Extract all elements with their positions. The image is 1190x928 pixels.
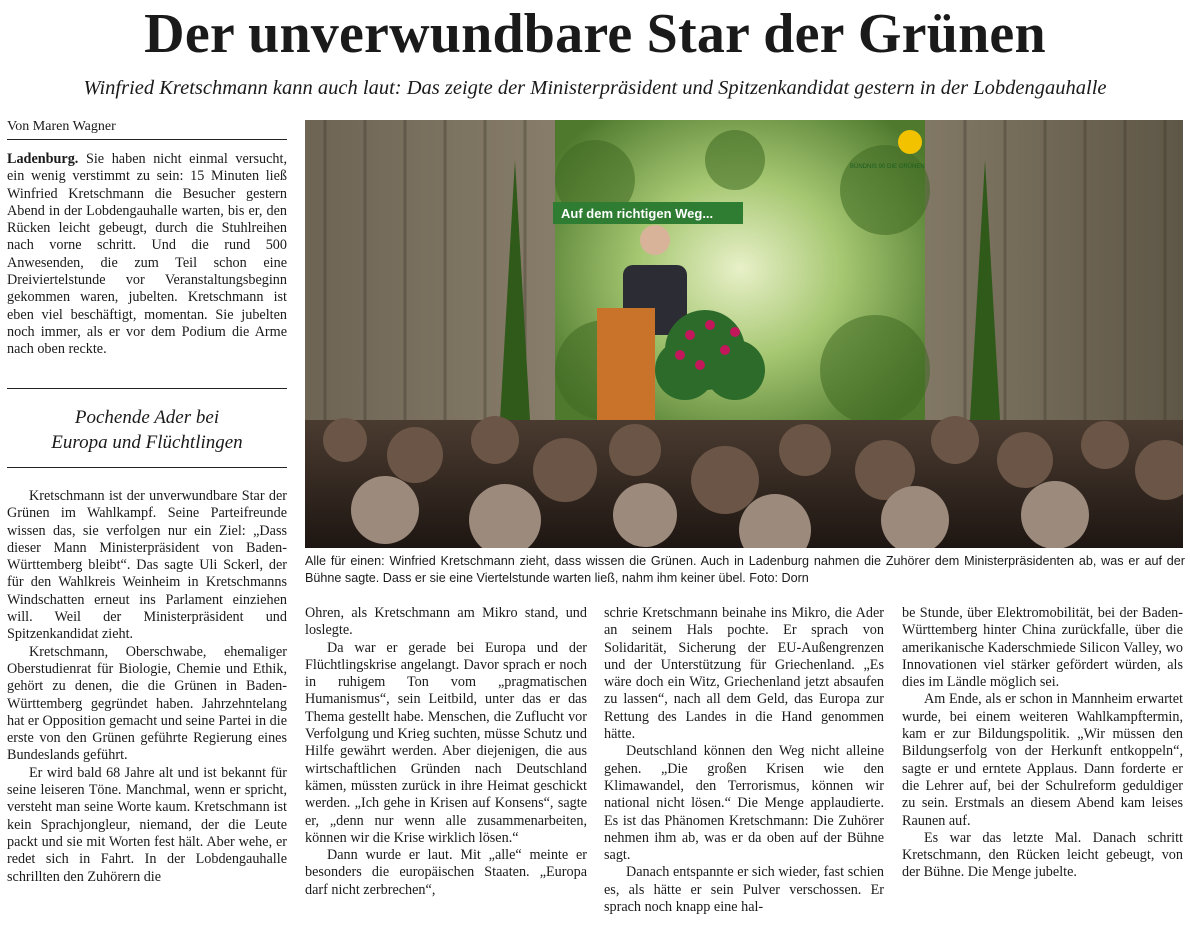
paragraph: Da war er gerade bei Europa und der Flüchtlingskrise angelangt. Davor sprach er noch in ruhigem Ton vom „pragmatischen Humanismus“, sein Leitbild, unter das er das Thema gestellt habe. Menschen, die Zuflucht vor Verfolgung und Krieg suchten, müsse Schutz und Hilfe gewährt werden. Aber diejenigen, die aus wirtschaftlichen Gründen nach Deutschland kämen, müssten zurück in ihre Heimat geschickt werden. „Ich gehe in Krisen auf Konsens“, sagte er, „denn nur wenn alle zusammenarbeiten, können wir die Krise wirklich lösen.“ — [305, 639, 587, 846]
lead-column — [7, 151, 287, 359]
headline: Der unverwundbare Star der Grünen — [144, 3, 1046, 65]
rule-top — [7, 388, 287, 389]
photo-caption: Alle für einen: Winfried Kretschmann zieht, dass wissen die Grünen. Auch in Ladenburg nahmen die Zuhörer dem Ministerpräsidenten ab, was er auf der Bühne sagte. Dass er sie eine Viertelstunde warten ließ, nahm ihm keiner übel. Foto: Dorn — [305, 554, 1185, 585]
paragraph: Danach entspannte er sich wieder, fast schien es, als hätte er sein Pulver verschossen. Er sprach noch knapp eine hal- — [604, 864, 884, 916]
column-3 — [604, 605, 884, 916]
paragraph: Kretschmann ist der unverwundbare Star der Grünen im Wahlkampf. Seine Parteifreunde wissen das, sie verfolgen nur ein Ziel: „Dass dieser Mann Ministerpräsident von Baden-Württemberg bleibt“. Das sagte Uli Sckerl, der für den Wahlkreis Weinheim in Kretschmanns Windschatten erneut ins Parlament einziehen will. Weil der Ministerpräsident und Spitzenkandidat zieht. — [7, 488, 287, 643]
banner-text: Auf dem richtigen Weg... — [561, 206, 714, 221]
dateline: Ladenburg. — [7, 151, 79, 167]
paragraph: Ohren, als Kretschmann am Mikro stand, und loslegte. — [305, 605, 587, 639]
intertitle-line1: Pochende Ader bei — [74, 407, 220, 428]
paragraph: Es war das letzte Mal. Danach schritt Kretschmann, den Rücken leicht gebeugt, von der Bühne. Die Menge jubelte. — [902, 829, 1183, 881]
paragraph: Am Ende, als er schon in Mannheim erwartet wurde, bei einem weiteren Wahlkampftermin, kam er zur Bildungspolitik. „Wir müssen den Bildungserfolg von der Herkunft entkoppeln“, sagte er und erntete Applaus. Dann forderte er die Lehrer auf, bei der Schulreform geduldiger zu sein. Erstmals an diesem Abend kam leises Raunen auf. — [902, 691, 1183, 829]
paragraph: Dann wurde er laut. Mit „alle“ meinte er besonders die europäischen Staaten. „Europa darf nicht zerbrechen“, — [305, 847, 587, 898]
paragraph: Er wird bald 68 Jahre alt und ist bekannt für seine leiseren Töne. Manchmal, wenn er spricht, versteht man seine Worte kaum. Kretschmann ist kein Sprachjongleur, niemand, der die Leute packt und sie mit Worten fest hält. Aber wehe, er redet sich in Fahrt. In der Lobdengauhalle schrillten den Zuhörern die — [7, 764, 287, 885]
photo — [305, 120, 1183, 548]
paragraph: Deutschland können den Weg nicht alleine gehen. „Die großen Krisen wie den Klimawandel, den Terrorismus, können wir national nicht lösen.“ Die Menge applaudierte. Es ist das Phänomen Kretschmann: Die Zuhörer nehmen ihm ab, was er da oben auf der Bühne sagt. — [604, 743, 884, 864]
intertitle — [7, 405, 287, 455]
column-2 — [305, 605, 587, 899]
paragraph: be Stunde, über Elektromobilität, bei der Baden-Württemberg hinter China zurückfalle, über die amerikanische Kaderschmiede Silicon Valley, wo Innovationen viel stärker gefördert würden, als dies im Ländle möglich sei. — [902, 605, 1183, 691]
subhead: Winfried Kretschmann kann auch laut: Das zeigte der Ministerpräsident und Spitzenkandidat gestern in der Lobdengauhalle — [83, 77, 1107, 99]
paragraph: schrie Kretschmann beinahe ins Mikro, die Ader an seinem Hals pochte. Er sprach von Solidarität, Sicherung der EU-Außengrenzen und der Unterstützung für Griechenland. „Es wäre doch ein Witz, Griechenland jetzt absaufen zu lassen“, nach all dem Geld, das Europa zur Rettung des Landes in die Hand genommen hätte. — [604, 605, 884, 743]
photo-image — [305, 120, 1183, 548]
party-logo-text: BÜNDNIS 90 DIE GRÜNEN — [850, 164, 925, 170]
byline: Von Maren Wagner — [7, 118, 287, 140]
intertitle-line2: Europa und Flüchtlingen — [51, 432, 243, 453]
paragraph: Kretschmann, Oberschwabe, ehemaliger Oberstudienrat für Biologie, Chemie und Ethik, gehört zu denen, die die Grünen in Baden-Württemberg gegründet haben. Jahrzehntelang hat er Opposition gemacht und seine Partei in die erste von den Grünen geführte Regierung eines Bundeslands geführt. — [7, 643, 287, 764]
rule-bottom — [7, 467, 287, 468]
column-1 — [7, 488, 287, 886]
column-4 — [902, 605, 1183, 882]
lead-text: Sie haben nicht einmal versucht, ein wenig verstimmt zu sein: 15 Minuten ließ Winfried Kretschmann die Besucher gestern Abend in der Lobdengauhalle warten, bis er, den Rücken leicht gebeugt, durch die Stuhlreihen nach vorne schritt. Und die rund 500 Anwesenden, die zum Teil schon eine Dreiviertelstunde vor Veranstaltungsbeginn gekommen waren, jubelten. Kretschmann ist eben viel beschäftigt, momentan. Sie jubelten noch immer, als er vor dem Podium die Arme nach oben reckte. — [7, 151, 287, 358]
